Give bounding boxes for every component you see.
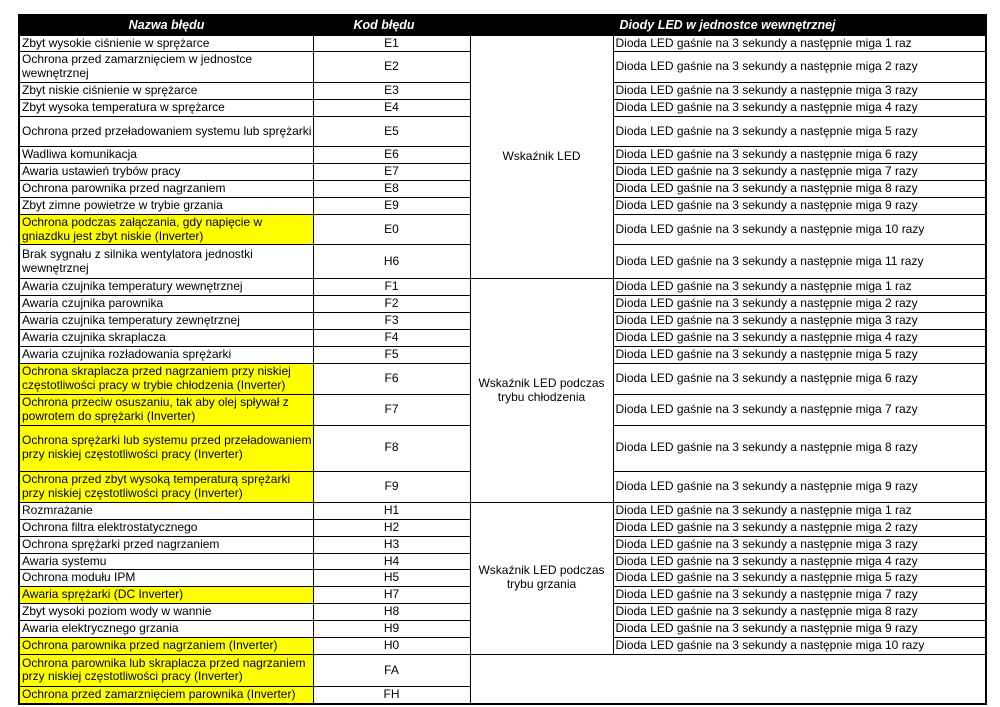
error-code-cell: E7 [313, 163, 470, 180]
led-description-cell: Dioda LED gaśnie na 3 sekundy a następnie miga 8 razy [613, 604, 986, 621]
empty-led-cell [470, 654, 986, 703]
led-description-cell: Dioda LED gaśnie na 3 sekundy a następnie miga 9 razy [613, 621, 986, 638]
error-name-cell: Awaria czujnika temperatury wewnętrznej [19, 279, 313, 296]
led-description-cell: Dioda LED gaśnie na 3 sekundy a następnie miga 5 razy [613, 347, 986, 364]
led-description-cell: Dioda LED gaśnie na 3 sekundy a następnie miga 8 razy [613, 425, 986, 471]
error-name-cell: Ochrona przed zamarznięciem w jednostce wewnętrznej [19, 52, 313, 83]
header-error-name: Nazwa błędu [19, 15, 313, 35]
error-name-cell: Ochrona skraplacza przed nagrzaniem przy niskiej częstotliwości pracy w trybie chłodzenia (Inverter) [19, 364, 313, 395]
error-name-cell: Zbyt wysoka temperatura w sprężarce [19, 100, 313, 117]
led-description-cell: Dioda LED gaśnie na 3 sekundy a następnie miga 2 razy [613, 52, 986, 83]
error-code-cell: H9 [313, 621, 470, 638]
error-name-cell: Awaria systemu [19, 553, 313, 570]
error-code-cell: H1 [313, 502, 470, 519]
error-code-cell: H8 [313, 604, 470, 621]
header-error-code: Kod błędu [313, 15, 455, 35]
error-name-cell: Awaria czujnika skraplacza [19, 330, 313, 347]
led-indicator-cell: Wskaźnik LED [470, 35, 613, 279]
error-name-cell: Awaria czujnika rozładowania sprężarki [19, 347, 313, 364]
error-code-cell: F8 [313, 425, 470, 471]
led-description-cell: Dioda LED gaśnie na 3 sekundy a następnie miga 9 razy [613, 471, 986, 502]
table-row [19, 35, 986, 52]
error-code-cell: FA [313, 654, 470, 686]
error-name-cell: Wadliwa komunikacja [19, 147, 313, 164]
led-indicator-cell: Wskaźnik LED podczas trybu chłodzenia [470, 279, 613, 502]
error-code-cell: E2 [313, 52, 470, 83]
error-name-cell: Ochrona przed przeładowaniem systemu lub sprężarki [19, 117, 313, 147]
error-code-cell: E0 [313, 214, 470, 245]
error-code-cell: F7 [313, 394, 470, 425]
led-description-cell: Dioda LED gaśnie na 3 sekundy a następnie miga 6 razy [613, 147, 986, 164]
led-description-cell: Dioda LED gaśnie na 3 sekundy a następnie miga 2 razy [613, 296, 986, 313]
led-description-cell: Dioda LED gaśnie na 3 sekundy a następnie miga 7 razy [613, 163, 986, 180]
error-code-cell: E5 [313, 117, 470, 147]
led-description-cell: Dioda LED gaśnie na 3 sekundy a następnie miga 4 razy [613, 330, 986, 347]
error-name-cell: Awaria ustawień trybów pracy [19, 163, 313, 180]
error-code-cell: H4 [313, 553, 470, 570]
led-description-cell: Dioda LED gaśnie na 3 sekundy a następnie miga 5 razy [613, 570, 986, 587]
error-name-cell: Ochrona modułu IPM [19, 570, 313, 587]
led-description-cell: Dioda LED gaśnie na 3 sekundy a następnie miga 4 razy [613, 553, 986, 570]
error-code-cell: F5 [313, 347, 470, 364]
error-code-cell: E4 [313, 100, 470, 117]
error-code-cell: FH [313, 686, 470, 703]
error-name-cell: Ochrona parownika przed nagrzaniem [19, 180, 313, 197]
error-code-cell: F6 [313, 364, 470, 395]
error-name-cell: Zbyt zimne powietrze w trybie grzania [19, 197, 313, 214]
error-name-cell: Awaria sprężarki (DC Inverter) [19, 587, 313, 604]
error-code-cell: E1 [313, 35, 470, 52]
error-name-cell: Zbyt wysokie ciśnienie w sprężarce [19, 35, 313, 52]
error-code-cell: F9 [313, 471, 470, 502]
led-description-cell: Dioda LED gaśnie na 3 sekundy a następnie miga 1 raz [613, 35, 986, 52]
led-description-cell: Dioda LED gaśnie na 3 sekundy a następnie miga 10 razy [613, 638, 986, 655]
table-row [19, 279, 986, 296]
error-name-cell: Zbyt niskie ciśnienie w sprężarce [19, 83, 313, 100]
error-name-cell: Brak sygnału z silnika wentylatora jednostki wewnętrznej [19, 245, 313, 279]
header-led-diodes: Diody LED w jednostce wewnętrznej [470, 15, 986, 35]
led-description-cell: Dioda LED gaśnie na 3 sekundy a następnie miga 7 razy [613, 587, 986, 604]
led-description-cell: Dioda LED gaśnie na 3 sekundy a następnie miga 3 razy [613, 313, 986, 330]
error-name-cell: Awaria czujnika temperatury zewnętrznej [19, 313, 313, 330]
error-name-cell: Awaria elektrycznego grzania [19, 621, 313, 638]
error-code-cell: E9 [313, 197, 470, 214]
table-row [19, 654, 986, 686]
led-description-cell: Dioda LED gaśnie na 3 sekundy a następnie miga 8 razy [613, 180, 986, 197]
led-description-cell: Dioda LED gaśnie na 3 sekundy a następnie miga 5 razy [613, 117, 986, 147]
led-description-cell: Dioda LED gaśnie na 3 sekundy a następnie miga 1 raz [613, 279, 986, 296]
table-row [19, 502, 986, 519]
error-code-table [18, 14, 987, 705]
error-code-cell: F2 [313, 296, 470, 313]
error-code-cell: H3 [313, 536, 470, 553]
error-code-cell: H0 [313, 638, 470, 655]
error-name-cell: Ochrona parownika przed nagrzaniem (Inverter) [19, 638, 313, 655]
error-name-cell: Rozmrażanie [19, 502, 313, 519]
error-code-cell: H2 [313, 519, 470, 536]
error-name-cell: Ochrona sprężarki lub systemu przed przeładowaniem przy niskiej częstotliwości pracy (Inverter) [19, 425, 313, 471]
header-gap [455, 15, 470, 35]
led-description-cell: Dioda LED gaśnie na 3 sekundy a następnie miga 2 razy [613, 519, 986, 536]
error-name-cell: Zbyt wysoki poziom wody w wannie [19, 604, 313, 621]
error-code-cell: F3 [313, 313, 470, 330]
led-description-cell: Dioda LED gaśnie na 3 sekundy a następnie miga 3 razy [613, 83, 986, 100]
error-name-cell: Ochrona przed zamarznięciem parownika (Inverter) [19, 686, 313, 703]
error-code-cell: F1 [313, 279, 470, 296]
error-name-cell: Ochrona sprężarki przed nagrzaniem [19, 536, 313, 553]
error-code-cell: E8 [313, 180, 470, 197]
led-description-cell: Dioda LED gaśnie na 3 sekundy a następnie miga 3 razy [613, 536, 986, 553]
led-description-cell: Dioda LED gaśnie na 3 sekundy a następnie miga 1 raz [613, 502, 986, 519]
error-name-cell: Ochrona filtra elektrostatycznego [19, 519, 313, 536]
error-code-cell: E3 [313, 83, 470, 100]
led-description-cell: Dioda LED gaśnie na 3 sekundy a następnie miga 11 razy [613, 245, 986, 279]
led-indicator-cell: Wskaźnik LED podczas trybu grzania [470, 502, 613, 654]
error-code-page [18, 14, 987, 705]
error-name-cell: Ochrona parownika lub skraplacza przed nagrzaniem przy niskiej częstotliwości pracy (Inverter) [19, 654, 313, 686]
error-name-cell: Ochrona przeciw osuszaniu, tak aby olej spływał z powrotem do sprężarki (Inverter) [19, 394, 313, 425]
error-code-cell: H5 [313, 570, 470, 587]
led-description-cell: Dioda LED gaśnie na 3 sekundy a następnie miga 10 razy [613, 214, 986, 245]
led-description-cell: Dioda LED gaśnie na 3 sekundy a następnie miga 7 razy [613, 394, 986, 425]
led-description-cell: Dioda LED gaśnie na 3 sekundy a następnie miga 6 razy [613, 364, 986, 395]
header-row [19, 15, 986, 35]
error-name-cell: Ochrona podczas załączania, gdy napięcie w gniazdku jest zbyt niskie (Inverter) [19, 214, 313, 245]
error-code-cell: H7 [313, 587, 470, 604]
led-description-cell: Dioda LED gaśnie na 3 sekundy a następnie miga 4 razy [613, 100, 986, 117]
error-name-cell: Awaria czujnika parownika [19, 296, 313, 313]
error-name-cell: Ochrona przed zbyt wysoką temperaturą sprężarki przy niskiej częstotliwości pracy (Inverter) [19, 471, 313, 502]
error-code-cell: F4 [313, 330, 470, 347]
led-description-cell: Dioda LED gaśnie na 3 sekundy a następnie miga 9 razy [613, 197, 986, 214]
error-code-cell: E6 [313, 147, 470, 164]
error-code-cell: H6 [313, 245, 470, 279]
